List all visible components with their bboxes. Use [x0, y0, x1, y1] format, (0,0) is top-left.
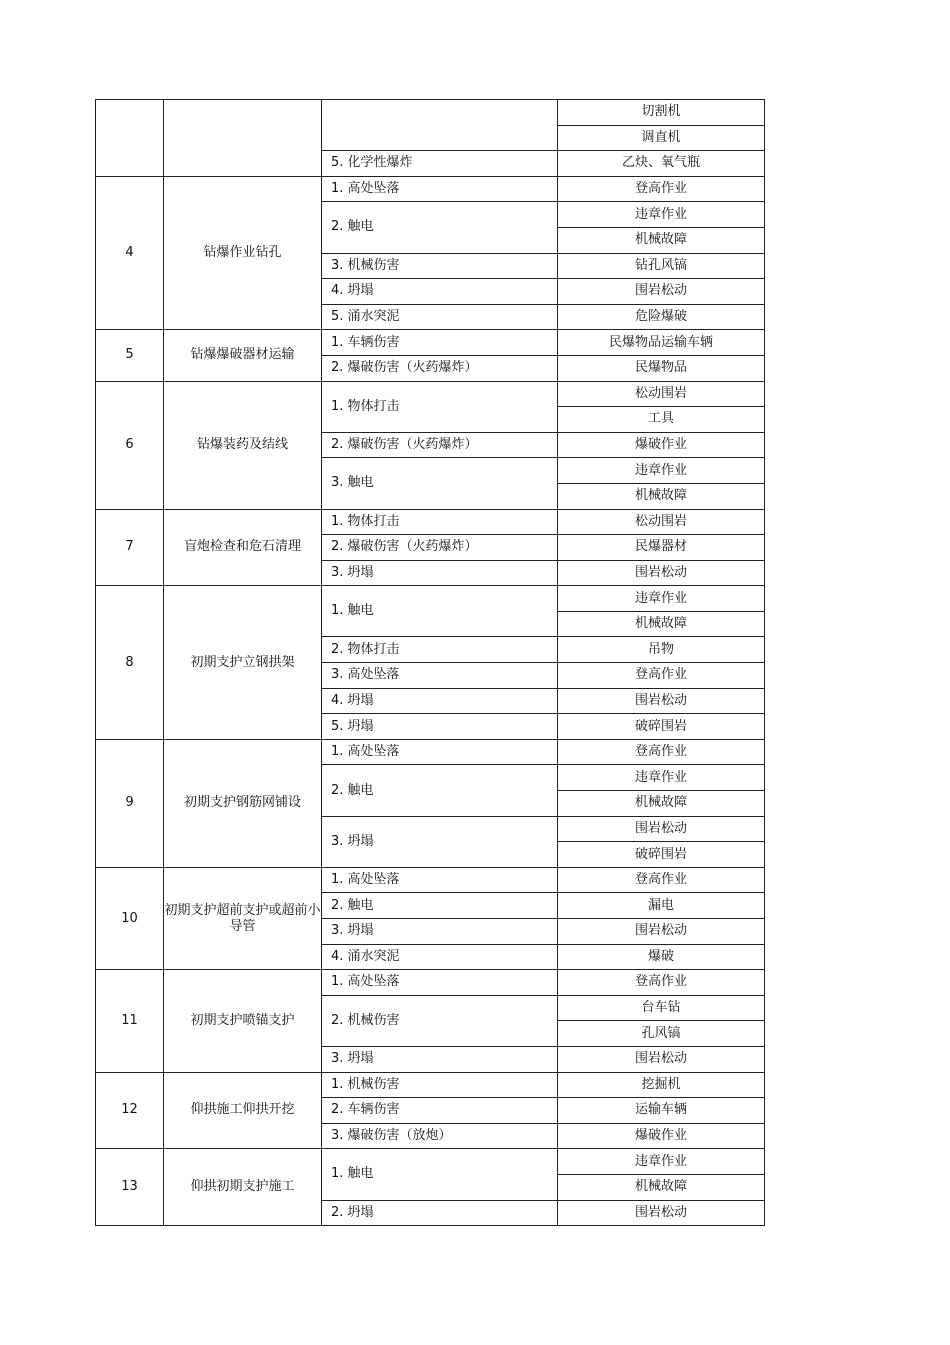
item-number: 4 — [96, 176, 164, 330]
hazard-type: 1. 触电 — [322, 586, 558, 637]
hazard-source: 机械故障 — [558, 227, 765, 253]
hazard-type: 2. 爆破伤害（火药爆炸） — [322, 355, 558, 381]
hazard-type: 5. 涌水突泥 — [322, 304, 558, 330]
hazard-type: 1. 高处坠落 — [322, 867, 558, 893]
hazard-source: 围岩松动 — [558, 560, 765, 586]
hazard-type: 2. 触电 — [322, 765, 558, 816]
hazard-source: 违章作业 — [558, 1149, 765, 1175]
hazard-type: 2. 物体打击 — [322, 637, 558, 663]
hazard-type: 1. 物体打击 — [322, 509, 558, 535]
item-number: 12 — [96, 1072, 164, 1149]
hazard-source: 爆破作业 — [558, 432, 765, 458]
hazard-source: 机械故障 — [558, 1174, 765, 1200]
hazard-type: 5. 坍塌 — [322, 714, 558, 740]
hazard-source: 切割机 — [558, 100, 765, 126]
hazard-type: 5. 化学性爆炸 — [322, 151, 558, 177]
hazard-source: 登高作业 — [558, 176, 765, 202]
table-row — [96, 867, 765, 893]
hazard-type — [322, 100, 558, 151]
hazard-source: 工具 — [558, 407, 765, 433]
hazard-source: 民爆器材 — [558, 535, 765, 561]
hazard-type: 3. 机械伤害 — [322, 253, 558, 279]
item-number: 13 — [96, 1149, 164, 1226]
hazard-source: 民爆物品运输车辆 — [558, 330, 765, 356]
item-number: 11 — [96, 970, 164, 1072]
hazard-type: 4. 坍塌 — [322, 688, 558, 714]
table-row — [96, 330, 765, 356]
table-row — [96, 739, 765, 765]
hazard-source: 破碎围岩 — [558, 842, 765, 868]
item-number: 5 — [96, 330, 164, 381]
hazard-type: 3. 高处坠落 — [322, 663, 558, 689]
hazard-source: 围岩松动 — [558, 816, 765, 842]
hazard-source: 机械故障 — [558, 611, 765, 637]
hazard-type: 3. 爆破伤害（放炮） — [322, 1123, 558, 1149]
hazard-source: 台车钻 — [558, 995, 765, 1021]
work-activity: 初期支护立钢拱架 — [164, 586, 322, 740]
item-number: 9 — [96, 739, 164, 867]
hazard-source: 机械故障 — [558, 483, 765, 509]
hazard-source: 破碎围岩 — [558, 714, 765, 740]
hazard-type: 4. 涌水突泥 — [322, 944, 558, 970]
hazard-type: 2. 爆破伤害（火药爆炸） — [322, 535, 558, 561]
hazard-source: 围岩松动 — [558, 1200, 765, 1226]
hazard-type: 3. 坍塌 — [322, 816, 558, 867]
work-activity: 初期支护喷锚支护 — [164, 970, 322, 1072]
work-activity — [164, 100, 322, 177]
hazard-type: 1. 机械伤害 — [322, 1072, 558, 1098]
hazard-table — [95, 99, 765, 1226]
hazard-source: 运输车辆 — [558, 1098, 765, 1124]
item-number: 10 — [96, 867, 164, 969]
work-activity: 钻爆装药及结线 — [164, 381, 322, 509]
hazard-source: 围岩松动 — [558, 1046, 765, 1072]
hazard-type: 4. 坍塌 — [322, 279, 558, 305]
hazard-source: 违章作业 — [558, 202, 765, 228]
hazard-table-body — [96, 100, 765, 1226]
hazard-type: 1. 触电 — [322, 1149, 558, 1200]
hazard-source: 乙炔、氧气瓶 — [558, 151, 765, 177]
hazard-source: 爆破 — [558, 944, 765, 970]
table-row — [96, 176, 765, 202]
work-activity: 初期支护钢筋网铺设 — [164, 739, 322, 867]
work-activity: 钻爆作业钻孔 — [164, 176, 322, 330]
hazard-source: 机械故障 — [558, 791, 765, 817]
hazard-source: 爆破作业 — [558, 1123, 765, 1149]
table-row — [96, 509, 765, 535]
table-row — [96, 586, 765, 612]
hazard-type: 3. 坍塌 — [322, 560, 558, 586]
item-number: 6 — [96, 381, 164, 509]
table-row — [96, 970, 765, 996]
hazard-source: 违章作业 — [558, 765, 765, 791]
hazard-source: 登高作业 — [558, 663, 765, 689]
hazard-type: 3. 坍塌 — [322, 1046, 558, 1072]
hazard-type: 2. 车辆伤害 — [322, 1098, 558, 1124]
hazard-source: 围岩松动 — [558, 688, 765, 714]
hazard-source: 吊物 — [558, 637, 765, 663]
hazard-source: 民爆物品 — [558, 355, 765, 381]
hazard-type: 1. 车辆伤害 — [322, 330, 558, 356]
hazard-type: 1. 高处坠落 — [322, 176, 558, 202]
table-row — [96, 381, 765, 407]
work-activity: 盲炮检查和危石清理 — [164, 509, 322, 586]
hazard-type: 2. 触电 — [322, 202, 558, 253]
hazard-source: 围岩松动 — [558, 279, 765, 305]
work-activity: 仰拱初期支护施工 — [164, 1149, 322, 1226]
hazard-source: 调直机 — [558, 125, 765, 151]
hazard-source: 漏电 — [558, 893, 765, 919]
item-number: 8 — [96, 586, 164, 740]
work-activity: 钻爆爆破器材运输 — [164, 330, 322, 381]
hazard-source: 登高作业 — [558, 867, 765, 893]
hazard-type: 2. 爆破伤害（火药爆炸） — [322, 432, 558, 458]
hazard-type: 2. 坍塌 — [322, 1200, 558, 1226]
hazard-type: 3. 触电 — [322, 458, 558, 509]
hazard-source: 违章作业 — [558, 458, 765, 484]
hazard-source: 登高作业 — [558, 970, 765, 996]
hazard-source: 钻孔风镐 — [558, 253, 765, 279]
hazard-type: 1. 高处坠落 — [322, 970, 558, 996]
hazard-source: 孔风镐 — [558, 1021, 765, 1047]
table-row — [96, 100, 765, 126]
hazard-type: 1. 高处坠落 — [322, 739, 558, 765]
hazard-source: 围岩松动 — [558, 919, 765, 945]
hazard-type: 2. 触电 — [322, 893, 558, 919]
hazard-source: 登高作业 — [558, 739, 765, 765]
table-row — [96, 1149, 765, 1175]
hazard-source: 松动围岩 — [558, 381, 765, 407]
work-activity: 仰拱施工仰拱开挖 — [164, 1072, 322, 1149]
item-number: 7 — [96, 509, 164, 586]
work-activity: 初期支护超前支护或超前小导管 — [164, 867, 322, 969]
item-number — [96, 100, 164, 177]
hazard-type: 1. 物体打击 — [322, 381, 558, 432]
hazard-source: 挖掘机 — [558, 1072, 765, 1098]
hazard-source: 违章作业 — [558, 586, 765, 612]
hazard-source: 危险爆破 — [558, 304, 765, 330]
hazard-type: 2. 机械伤害 — [322, 995, 558, 1046]
hazard-type: 3. 坍塌 — [322, 919, 558, 945]
table-row — [96, 1072, 765, 1098]
hazard-source: 松动围岩 — [558, 509, 765, 535]
